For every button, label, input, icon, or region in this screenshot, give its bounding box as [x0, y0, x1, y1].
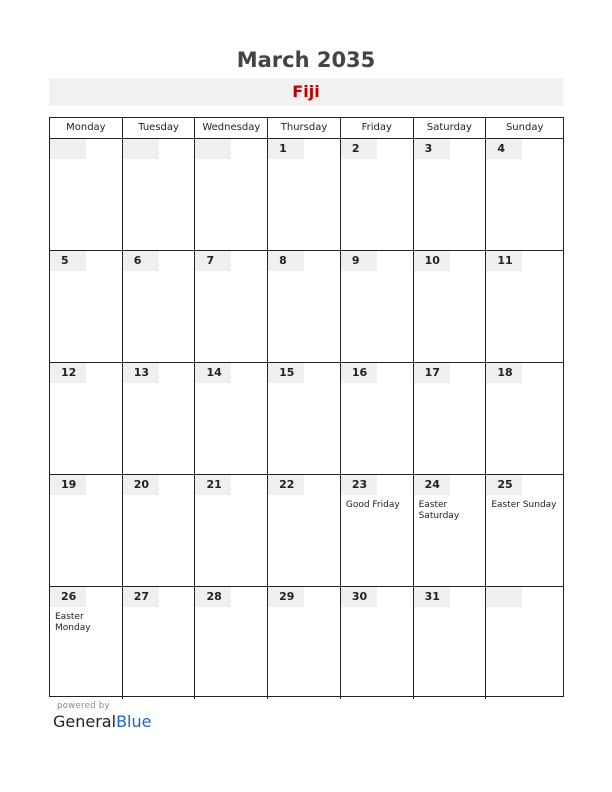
weekday-saturday: Saturday	[414, 118, 487, 138]
day-cell	[486, 475, 563, 586]
day-number: 15	[268, 363, 304, 383]
day-cell	[195, 475, 268, 586]
day-cell	[50, 251, 123, 362]
day-number: 20	[123, 475, 159, 495]
brand-blue-text: Blue	[116, 712, 152, 731]
day-cell	[268, 587, 341, 699]
day-cell	[123, 139, 196, 250]
powered-by-label: powered by	[57, 701, 110, 711]
day-number: 7	[195, 251, 231, 271]
holiday-label: Easter Monday	[55, 612, 91, 633]
brand-logo[interactable]	[53, 712, 151, 731]
day-number	[486, 587, 522, 607]
day-cell	[486, 363, 563, 474]
day-number: 19	[50, 475, 86, 495]
day-cell	[486, 251, 563, 362]
day-cell	[50, 587, 123, 699]
day-cell	[341, 251, 414, 362]
day-cell	[195, 251, 268, 362]
day-cell	[268, 363, 341, 474]
day-cell	[486, 587, 563, 699]
day-number: 12	[50, 363, 86, 383]
calendar-grid	[49, 117, 564, 697]
day-cell	[414, 363, 487, 474]
day-number: 1	[268, 139, 304, 159]
day-number: 13	[123, 363, 159, 383]
day-cell	[50, 363, 123, 474]
day-number: 8	[268, 251, 304, 271]
day-cell	[414, 139, 487, 250]
day-number	[123, 139, 159, 159]
weekday-wednesday: Wednesday	[195, 118, 268, 138]
day-cell	[195, 587, 268, 699]
holiday-label: Good Friday	[345, 500, 400, 510]
country-bar	[49, 78, 563, 106]
day-number: 22	[268, 475, 304, 495]
day-number: 17	[414, 363, 450, 383]
day-cell	[50, 475, 123, 586]
week-row	[50, 475, 563, 587]
day-cell	[123, 587, 196, 699]
day-number: 11	[486, 251, 522, 271]
day-number: 5	[50, 251, 86, 271]
day-number: 21	[195, 475, 231, 495]
day-number: 3	[414, 139, 450, 159]
weekday-thursday: Thursday	[268, 118, 341, 138]
holiday-label: Easter Saturday	[418, 500, 460, 521]
day-cell	[50, 139, 123, 250]
day-cell	[486, 139, 563, 250]
day-number	[195, 139, 231, 159]
day-cell	[123, 251, 196, 362]
day-number: 29	[268, 587, 304, 607]
day-number: 31	[414, 587, 450, 607]
day-number: 26	[50, 587, 86, 607]
day-cell	[341, 587, 414, 699]
day-number: 2	[341, 139, 377, 159]
day-number: 6	[123, 251, 159, 271]
day-number: 25	[486, 475, 522, 495]
day-cell	[268, 139, 341, 250]
week-row	[50, 363, 563, 475]
day-cell	[268, 251, 341, 362]
calendar-title: March 2035	[236, 48, 376, 72]
day-number: 28	[195, 587, 231, 607]
weekday-friday: Friday	[341, 118, 414, 138]
weekday-header-row	[50, 118, 563, 139]
day-number: 18	[486, 363, 522, 383]
day-cell	[414, 587, 487, 699]
day-number: 27	[123, 587, 159, 607]
weekday-sunday: Sunday	[505, 122, 544, 133]
day-number: 24	[414, 475, 450, 495]
day-number: 10	[414, 251, 450, 271]
country-name: Fiji	[292, 82, 320, 101]
day-cell	[268, 475, 341, 586]
weekday-monday: Monday	[50, 118, 123, 138]
day-cell	[341, 139, 414, 250]
brand-general-text: General	[53, 712, 117, 731]
day-number: 14	[195, 363, 231, 383]
day-cell	[195, 363, 268, 474]
day-number: 23	[341, 475, 377, 495]
holiday-label: Easter Sunday	[491, 500, 557, 510]
day-cell	[341, 363, 414, 474]
day-cell	[414, 475, 487, 586]
day-cell	[123, 363, 196, 474]
day-number	[50, 139, 86, 159]
day-cell	[195, 139, 268, 250]
weekday-tuesday: Tuesday	[123, 118, 196, 138]
week-row	[50, 251, 563, 363]
day-cell	[123, 475, 196, 586]
week-row	[50, 587, 563, 699]
day-number: 4	[486, 139, 522, 159]
day-cell	[341, 475, 414, 586]
day-number: 16	[341, 363, 377, 383]
week-row	[50, 139, 563, 251]
day-number: 30	[341, 587, 377, 607]
day-number: 9	[341, 251, 377, 271]
day-cell	[414, 251, 487, 362]
